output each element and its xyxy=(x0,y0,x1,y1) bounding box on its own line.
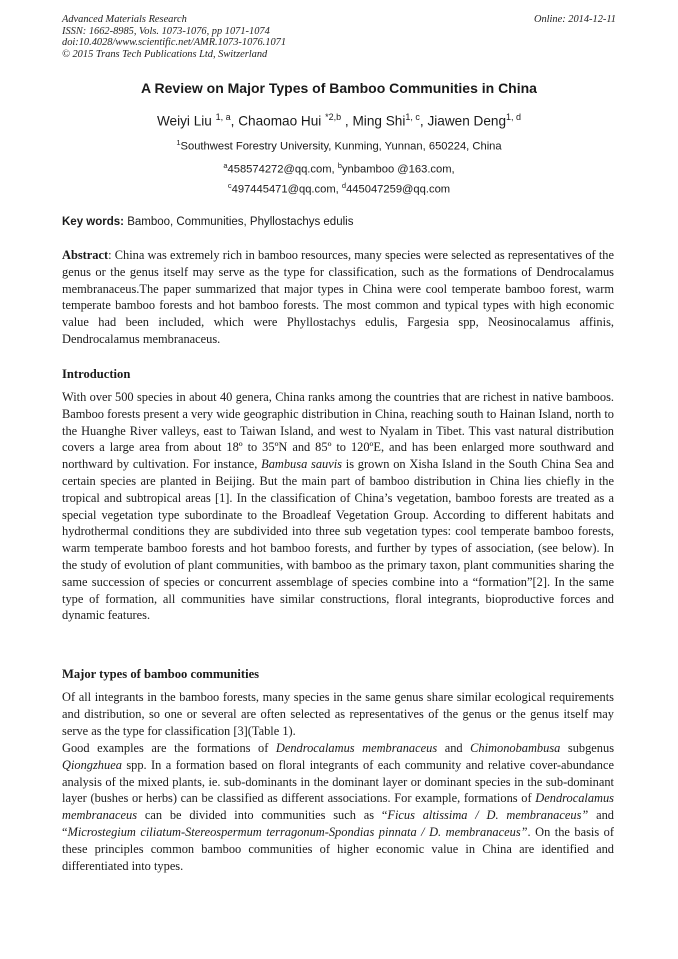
introduction-heading: Introduction xyxy=(62,367,131,381)
email: ynbamboo @163.com, xyxy=(341,163,455,176)
emails-line-1 xyxy=(0,161,678,176)
author-name: Jiawen Deng xyxy=(427,113,507,129)
author-name: Chaomao Hui xyxy=(238,113,322,129)
keywords xyxy=(62,216,353,228)
body-text: spp. In a formation based on floral integrants of each community and relative cover-abundance analysis of the mixed plants, ie. sub-dominants in the dominant layer or dominant species in the sub-dominant layer (bushes or herbs) can be classified as different associations. For example, formations of xyxy=(62,757,614,806)
email: 497445471@qq.com, xyxy=(231,183,342,196)
emails-line-2 xyxy=(0,181,678,196)
email: 458574272@qq.com, xyxy=(227,163,338,176)
author-list xyxy=(0,112,678,129)
email-mark: a xyxy=(223,161,228,170)
affiliation-text: Southwest Forestry University, Kunming, Yunnan, 650224, China xyxy=(180,140,502,153)
author-separator: , xyxy=(230,113,239,129)
author-separator: , xyxy=(341,113,353,129)
email-mark: d xyxy=(341,181,347,190)
author-name: Weiyi Liu xyxy=(156,113,212,129)
major-types-paragraph-2 xyxy=(62,740,614,874)
author-affil-mark: 1, a xyxy=(215,112,231,122)
copyright-line: © 2015 Trans Tech Publications Ltd, Switzerland xyxy=(62,48,268,60)
paper-title: A Review on Major Types of Bamboo Communities in China xyxy=(141,80,537,96)
body-text: subgenus xyxy=(560,741,615,755)
intro-text: With over 500 species in about 40 genera, China ranks among the countries that are richest in native bamboos. Bamboo forests present a very wide geographic distribution in China, reaching south to Hainan Island, north to the Huanghe River valleys, east to Taiwan Island, and west to Nyalam in Tibet. This vast natural distribution covers a large area from about 18º to 35ºN and 85º to 120ºE, and has been enlarged more southward and northward by cultivation. For instance, xyxy=(62,390,614,472)
body-text: and xyxy=(437,741,471,755)
abstract-text: : China was extremely rich in bamboo resources, many species were selected as representatives of the genus or the genus itself may serve as the type for classification, such as the formations of Dendrocalamus membranaceus.The paper summarized that major types in China were cool temperate bamboo forest, warm temperate bamboo forests and hot bamboo forests. The most common and typical types with high economic value had been included, which were Phyllostachys edulis, Fargesia spp, Neosinocalamus affinis, Dendrocalamus membranaceus. xyxy=(62,248,614,346)
abstract xyxy=(62,247,614,348)
author-affil-mark: *2,b xyxy=(325,112,342,122)
author-separator: , xyxy=(419,113,428,129)
major-types-heading: Major types of bamboo communities xyxy=(62,667,260,681)
body-text: can be divided into communities such as “ xyxy=(137,808,388,823)
issn-line: ISSN: 1662-8985, Vols. 1073-1076, pp 1071-1074 xyxy=(62,25,270,37)
journal-info xyxy=(62,14,286,60)
email: 445047259@qq.com xyxy=(346,183,451,196)
body-text: Good examples are the formations of xyxy=(62,741,276,755)
major-types-paragraph-1: Of all integrants in the bamboo forests, many species in the same genus share similar ecological requirements and distribution, so one or several are often selected as representatives of the genus or the genus itself may serve as the type for classification [3](Table 1). xyxy=(62,690,614,738)
email-mark: b xyxy=(337,161,342,170)
species-name: Dendrocalamus membranaceus xyxy=(275,741,438,755)
author-affil-mark: 1, c xyxy=(405,112,420,122)
introduction-paragraph xyxy=(62,389,614,624)
abstract-label: Abstract xyxy=(62,248,109,262)
body-text: and “ xyxy=(62,808,614,839)
journal-name: Advanced Materials Research xyxy=(62,14,187,25)
doi-line: doi:10.4028/www.scientific.net/AMR.1073-1076.1071 xyxy=(62,37,287,48)
species-name: Ficus altissima / D. membranaceus” xyxy=(387,808,589,823)
affiliation xyxy=(0,138,678,153)
intro-species: Bambusa sauvis xyxy=(261,457,343,472)
species-name: Qiongzhuea xyxy=(62,757,122,772)
body-text: . On the basis of these principles common bamboo communities of higher economic value in China are identified and differentiated into types. xyxy=(62,824,614,873)
affiliation-mark: 1 xyxy=(176,138,181,147)
keywords-text: Bamboo, Communities, Phyllostachys edulis xyxy=(124,216,354,228)
intro-text: is grown on Xisha Island in the South China Sea and certain species are planted in Beijing. But the main part of bamboo distribution in China lies chiefly in the tropical and subtropical areas [1]. In the classification of China’s vegetation, bamboo forests are treated as a special vegetation type subordinate to the Broadleaf Vegetation Group. According to different habitats and hydrothermal conditions they are subdivided into three sub vegetation types: cool temperate bamboo forests, warm temperate bamboo forests and hot bamboo forests, and further by types of association, (see below). In the study of evolution of plant communities, with bamboo as the primary taxon, plant communities sharing the same succession of species or concurrent assemblage of species combine into a “formation”[2]. In the same type of formation, all communities have similar constructions, floral integrants, bioproductive forces and dynamic features. xyxy=(62,457,614,623)
author-name: Ming Shi xyxy=(352,113,406,129)
email-mark: c xyxy=(227,181,232,190)
keywords-label: Key words: xyxy=(62,216,124,228)
species-name: Microstegium ciliatum-Stereospermum terragonum-Spondias pinnata / D. membranaceus” xyxy=(67,824,528,839)
online-date: Online: 2014-12-11 xyxy=(533,14,616,25)
species-name: Dendrocalamus membranaceus xyxy=(62,791,614,823)
author-affil-mark: 1, d xyxy=(506,112,522,122)
species-name: Chimonobambusa xyxy=(470,741,561,755)
